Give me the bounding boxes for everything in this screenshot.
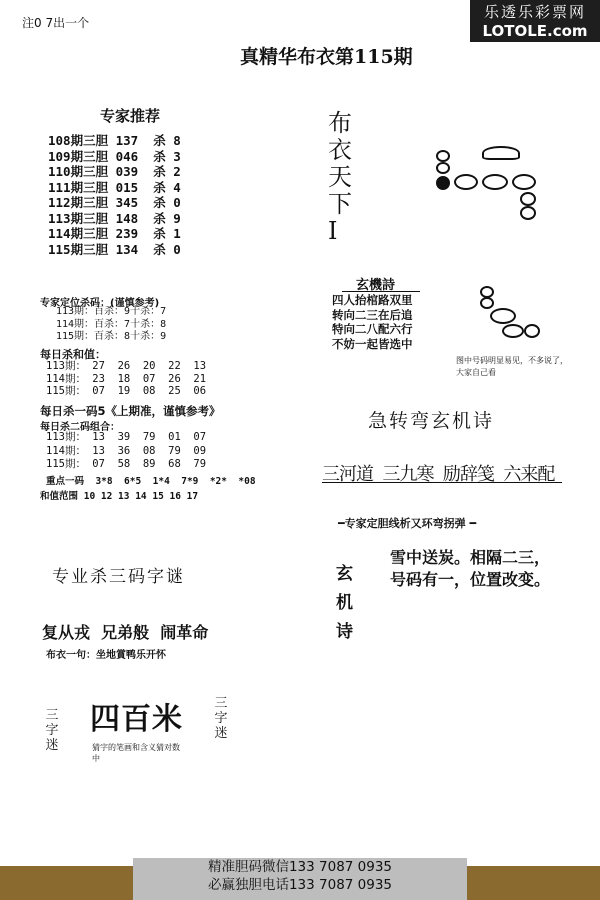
ingot-icon xyxy=(482,146,520,160)
jizhuan-heading: 急转弯玄机诗 xyxy=(368,410,495,432)
erma-row: 113期： 13 39 79 01 07 xyxy=(46,431,207,443)
zimi-words: 复从戎 兄弟般 闹革命 xyxy=(42,623,209,642)
expert-list xyxy=(48,133,181,257)
coin-icon xyxy=(524,324,540,338)
zhongdian-line: 重点一码 3*8 6*5 1*4 7*9 *2* *08 xyxy=(46,476,256,487)
coin-icon xyxy=(520,206,536,220)
xuanji-line: 转向二三在后追 xyxy=(332,307,413,322)
xuanji-line: 四人抬棺路双里 xyxy=(332,293,413,307)
coin-picture-top xyxy=(436,140,546,230)
expert-row: 111期三胆 015 杀 4 xyxy=(48,179,181,195)
divider xyxy=(342,291,420,292)
zimi-heading: 专业杀三码字谜 xyxy=(52,567,185,587)
coin-icon xyxy=(502,324,524,338)
coin-icon xyxy=(480,297,494,309)
underline xyxy=(322,482,562,483)
sanzimi-left: 三 字 迷 xyxy=(45,708,59,753)
dingwei-row: 113期：百杀：9十杀：7 xyxy=(56,306,167,317)
xuanji-vertical-title: 玄 机 诗 xyxy=(336,564,353,642)
page-title: 真精华布衣第115期 xyxy=(240,46,413,68)
brand-name-en: LOTOLE.com xyxy=(482,22,588,40)
poem-line: 雪中送炭。相隔二三， xyxy=(390,548,551,567)
sanzimi-right: 三 字 迷 xyxy=(214,696,228,741)
dingwei-heading: 专家定位杀码：(谨慎参考) xyxy=(40,298,160,309)
expert-row: 113期三胆 148 杀 9 xyxy=(48,210,181,226)
expert-row: 115期三胆 134 杀 0 xyxy=(48,241,181,257)
erma-heading: 每日杀二码组合： xyxy=(40,422,120,433)
xuanji-list xyxy=(332,293,413,351)
hezhi-row: 113期： 27 26 20 22 13 xyxy=(46,360,207,372)
expert-row: 114期三胆 239 杀 1 xyxy=(48,226,181,241)
hezhi-row: 115期： 07 19 08 25 06 xyxy=(46,385,207,397)
hezhi-heading: 每日杀和值： xyxy=(40,348,106,361)
footer-contact-box xyxy=(133,858,467,900)
coin-icon xyxy=(482,174,508,190)
buyi-vertical-title: 布 衣 天 下 Ⅰ xyxy=(328,109,352,245)
expert-heading: 专家推荐 xyxy=(100,107,161,125)
erma-row: 114期： 13 36 08 79 09 xyxy=(46,444,207,457)
brand-logo[interactable] xyxy=(470,0,600,42)
dingwei-list xyxy=(56,306,166,344)
dingwei-row: 115期：百杀：8十杀：9 xyxy=(56,331,167,342)
xuanji-heading: 玄機詩 xyxy=(356,278,396,293)
coin-icon xyxy=(520,192,536,206)
hezhi-list xyxy=(46,360,206,398)
hezhi-row: 114期： 23 18 07 26 21 xyxy=(46,372,207,385)
dingwei-row: 114期：百杀：7十杀：8 xyxy=(56,318,167,330)
footer-phone-line: 必赢独胆电话133 7087 0935 xyxy=(207,877,393,893)
coin-icon xyxy=(512,174,536,190)
coin-icon xyxy=(436,162,450,174)
image-note: 图中号码明显易见，不多说了，大家自己看 xyxy=(456,356,568,377)
sibaimi-note: 猜字的笔画和含义猜对数中 xyxy=(92,743,180,763)
erma-list xyxy=(46,431,206,472)
sanhe-line: 三河道 三九寒 励辞笺 六来配 xyxy=(322,464,555,485)
zhuanjia-line: ━专家定胆线析又环弯拐弹 ━ xyxy=(338,517,477,530)
sibaimi-riddle: 四百米 xyxy=(90,702,183,737)
expert-row: 112期三胆 345 杀 0 xyxy=(48,195,181,210)
xuezhong-poem xyxy=(390,547,550,591)
erma-row: 115期： 07 58 89 68 79 xyxy=(46,458,207,470)
xuanji-line: 不妨一起皆选中 xyxy=(332,336,413,351)
expert-row: 110期三胆 039 杀 2 xyxy=(48,164,181,179)
coin-icon xyxy=(436,150,450,162)
xuanji-line: 特向二八配六行 xyxy=(332,322,413,336)
expert-row: 108期三胆 137 杀 8 xyxy=(48,133,181,148)
poem-line: 号码有一，位置改变。 xyxy=(390,570,551,589)
buyi-line: 布衣一句：坐地賞鸭乐开怀 xyxy=(46,650,166,661)
hezhi-range-line: 和值范围 10 12 13 14 15 16 17 xyxy=(40,491,199,502)
coin-icon xyxy=(490,308,516,324)
coin-icon xyxy=(436,176,450,190)
coin-picture-middle xyxy=(476,284,546,348)
footer-wechat-line: 精准胆码微信133 7087 0935 xyxy=(207,859,393,875)
header-note: 注0 7出一个 xyxy=(22,16,90,30)
brand-name-cn: 乐透乐彩票网 xyxy=(483,3,586,21)
coin-icon xyxy=(454,174,478,190)
yima-heading: 每日杀一码5《上期准，谨慎参考》 xyxy=(40,404,221,418)
expert-row: 109期三胆 046 杀 3 xyxy=(48,148,181,164)
